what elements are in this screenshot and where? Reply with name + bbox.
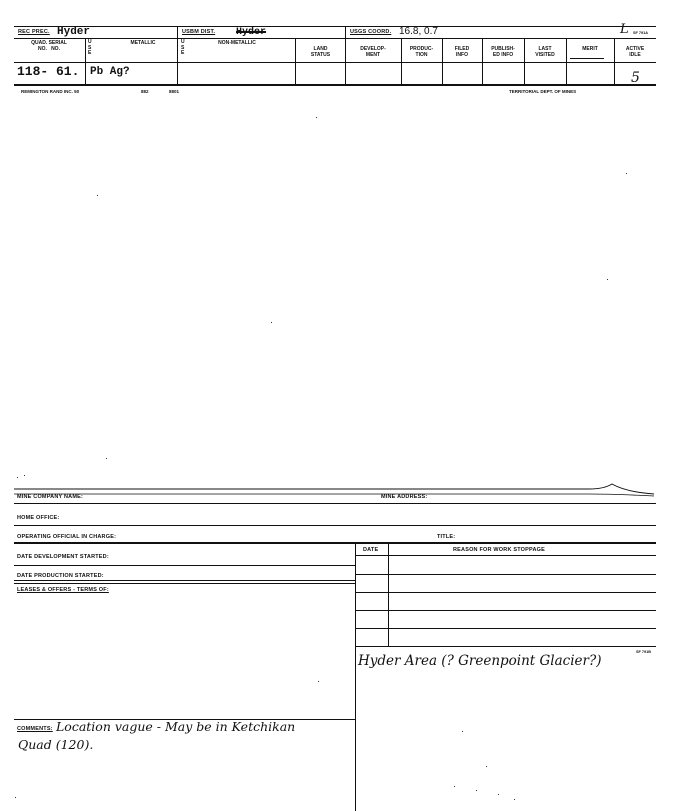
prod-started-rule-2 [14, 583, 355, 584]
production-header: PRODUC- TION [409, 46, 434, 58]
stoppage-row-rule-5 [355, 646, 656, 647]
form-number-bottom: SF 791B [636, 650, 651, 654]
printer-credit: REMINGTON RAND INC. 50 [21, 89, 80, 94]
usbm-dist-value: Hyder [236, 27, 267, 38]
col-divider-d [442, 38, 443, 84]
scan-speck [271, 322, 272, 323]
col-divider-g [566, 38, 567, 84]
mine-company-name-label: MINE COMPANY NAME: [17, 494, 84, 500]
usgs-coord-value: 16.8, 0.7 [399, 26, 438, 37]
usgs-coord-label: USGS COORD. [350, 29, 392, 35]
scan-speck [24, 475, 25, 476]
comments-line-2: Quad (120). [18, 737, 94, 752]
leases-offers-label: LEASES & OFFERS - TERMS OF: [17, 587, 109, 593]
comments-label: COMMENTS: [17, 726, 53, 732]
header-row3-bottom-rule [14, 84, 656, 86]
header-divider-1 [177, 26, 178, 84]
stoppage-row-rule-3 [355, 610, 656, 611]
filed-info-header: FILED INFO [454, 46, 470, 58]
printer-code-1: 882 [141, 89, 149, 94]
reason-column-header: REASON FOR WORK STOPPAGE [453, 547, 545, 553]
stoppage-row-rule-4 [355, 628, 656, 629]
col-divider-c [401, 38, 402, 84]
date-dev-started-label: DATE DEVELOPMENT STARTED: [17, 554, 109, 560]
title-label: TITLE: [437, 534, 456, 540]
non-metallic-header: NON-METALLIC [218, 40, 256, 46]
home-office-rule [14, 525, 656, 526]
mine-address-label: MINE ADDRESS: [381, 494, 428, 500]
merit-header: MERIT [582, 46, 598, 52]
corner-mark: L [620, 22, 629, 37]
rec-prec-value: Hyder [57, 26, 91, 38]
merit-underline [570, 58, 604, 59]
col-divider-f [524, 38, 525, 84]
curved-top-rule [14, 480, 656, 500]
scan-speck [318, 681, 319, 682]
active-idle-header: ACTIVE IDLE [625, 46, 645, 58]
use-letters-2: U S E [181, 39, 185, 57]
scan-speck [498, 794, 499, 795]
quad-serial-header: QUAD. SERIAL NO. NO. [31, 40, 67, 52]
date-prod-started-label: DATE PRODUCTION STARTED: [17, 573, 104, 579]
date-column-header: DATE [363, 547, 379, 553]
scan-speck [316, 117, 317, 118]
dev-started-rule [14, 565, 355, 566]
last-visited-header: LAST VISITED [535, 46, 555, 58]
col-divider-h [614, 38, 615, 84]
scan-speck [476, 790, 477, 791]
scan-speck [106, 458, 107, 459]
metallic-header: METALLIC [130, 40, 156, 46]
header-bottom-rule [14, 38, 656, 39]
prod-started-rule-1 [14, 580, 355, 581]
use-letters-1: U S E [88, 39, 92, 57]
col-divider-a [85, 38, 86, 84]
active-idle-mark: 5 [631, 70, 640, 86]
scan-speck [607, 279, 608, 280]
department-name: TERRITORIAL DEPT. OF MINES [509, 89, 577, 94]
header-top-rule [14, 26, 656, 27]
metallic-value: Pb Ag? [90, 66, 130, 78]
header-row2-bottom-rule [14, 62, 656, 63]
scan-speck [15, 797, 16, 798]
quad-serial-value: 118- 61. [17, 64, 80, 79]
development-header: DEVELOP- MENT [360, 46, 386, 58]
company-row-rule [14, 503, 656, 504]
published-info-header: PUBLISH- ED INFO [491, 46, 515, 58]
stoppage-header-rule [355, 555, 656, 556]
scan-speck [17, 477, 18, 478]
home-office-label: HOME OFFICE: [17, 515, 60, 521]
scan-speck [462, 731, 463, 732]
stoppage-row-rule-2 [355, 592, 656, 593]
rec-prec-label: REC PREC. [18, 29, 50, 35]
col-divider-e [482, 38, 483, 84]
col-divider-b [295, 38, 296, 84]
usbm-dist-label: USBM DIST. [182, 29, 216, 35]
printer-code-2: 8801 [169, 89, 180, 94]
land-status-header: LAND STATUS [310, 46, 331, 58]
header-divider-2 [345, 26, 346, 84]
operating-official-label: OPERATING OFFICIAL IN CHARGE: [17, 534, 117, 540]
scan-speck [454, 786, 455, 787]
stoppage-row-rule-1 [355, 574, 656, 575]
scan-speck [486, 766, 487, 767]
handwritten-area-note: Hyder Area (? Greenpoint Glacier?) [358, 653, 602, 669]
scan-speck [97, 195, 98, 196]
form-number-top: SF 791A [633, 31, 648, 35]
official-row-rule [14, 542, 656, 544]
date-reason-divider [388, 543, 389, 646]
comments-line-1: Location vague - May be in Ketchikan [56, 719, 296, 734]
scan-speck [514, 799, 515, 800]
left-right-divider [355, 543, 356, 811]
scan-speck [626, 173, 627, 174]
